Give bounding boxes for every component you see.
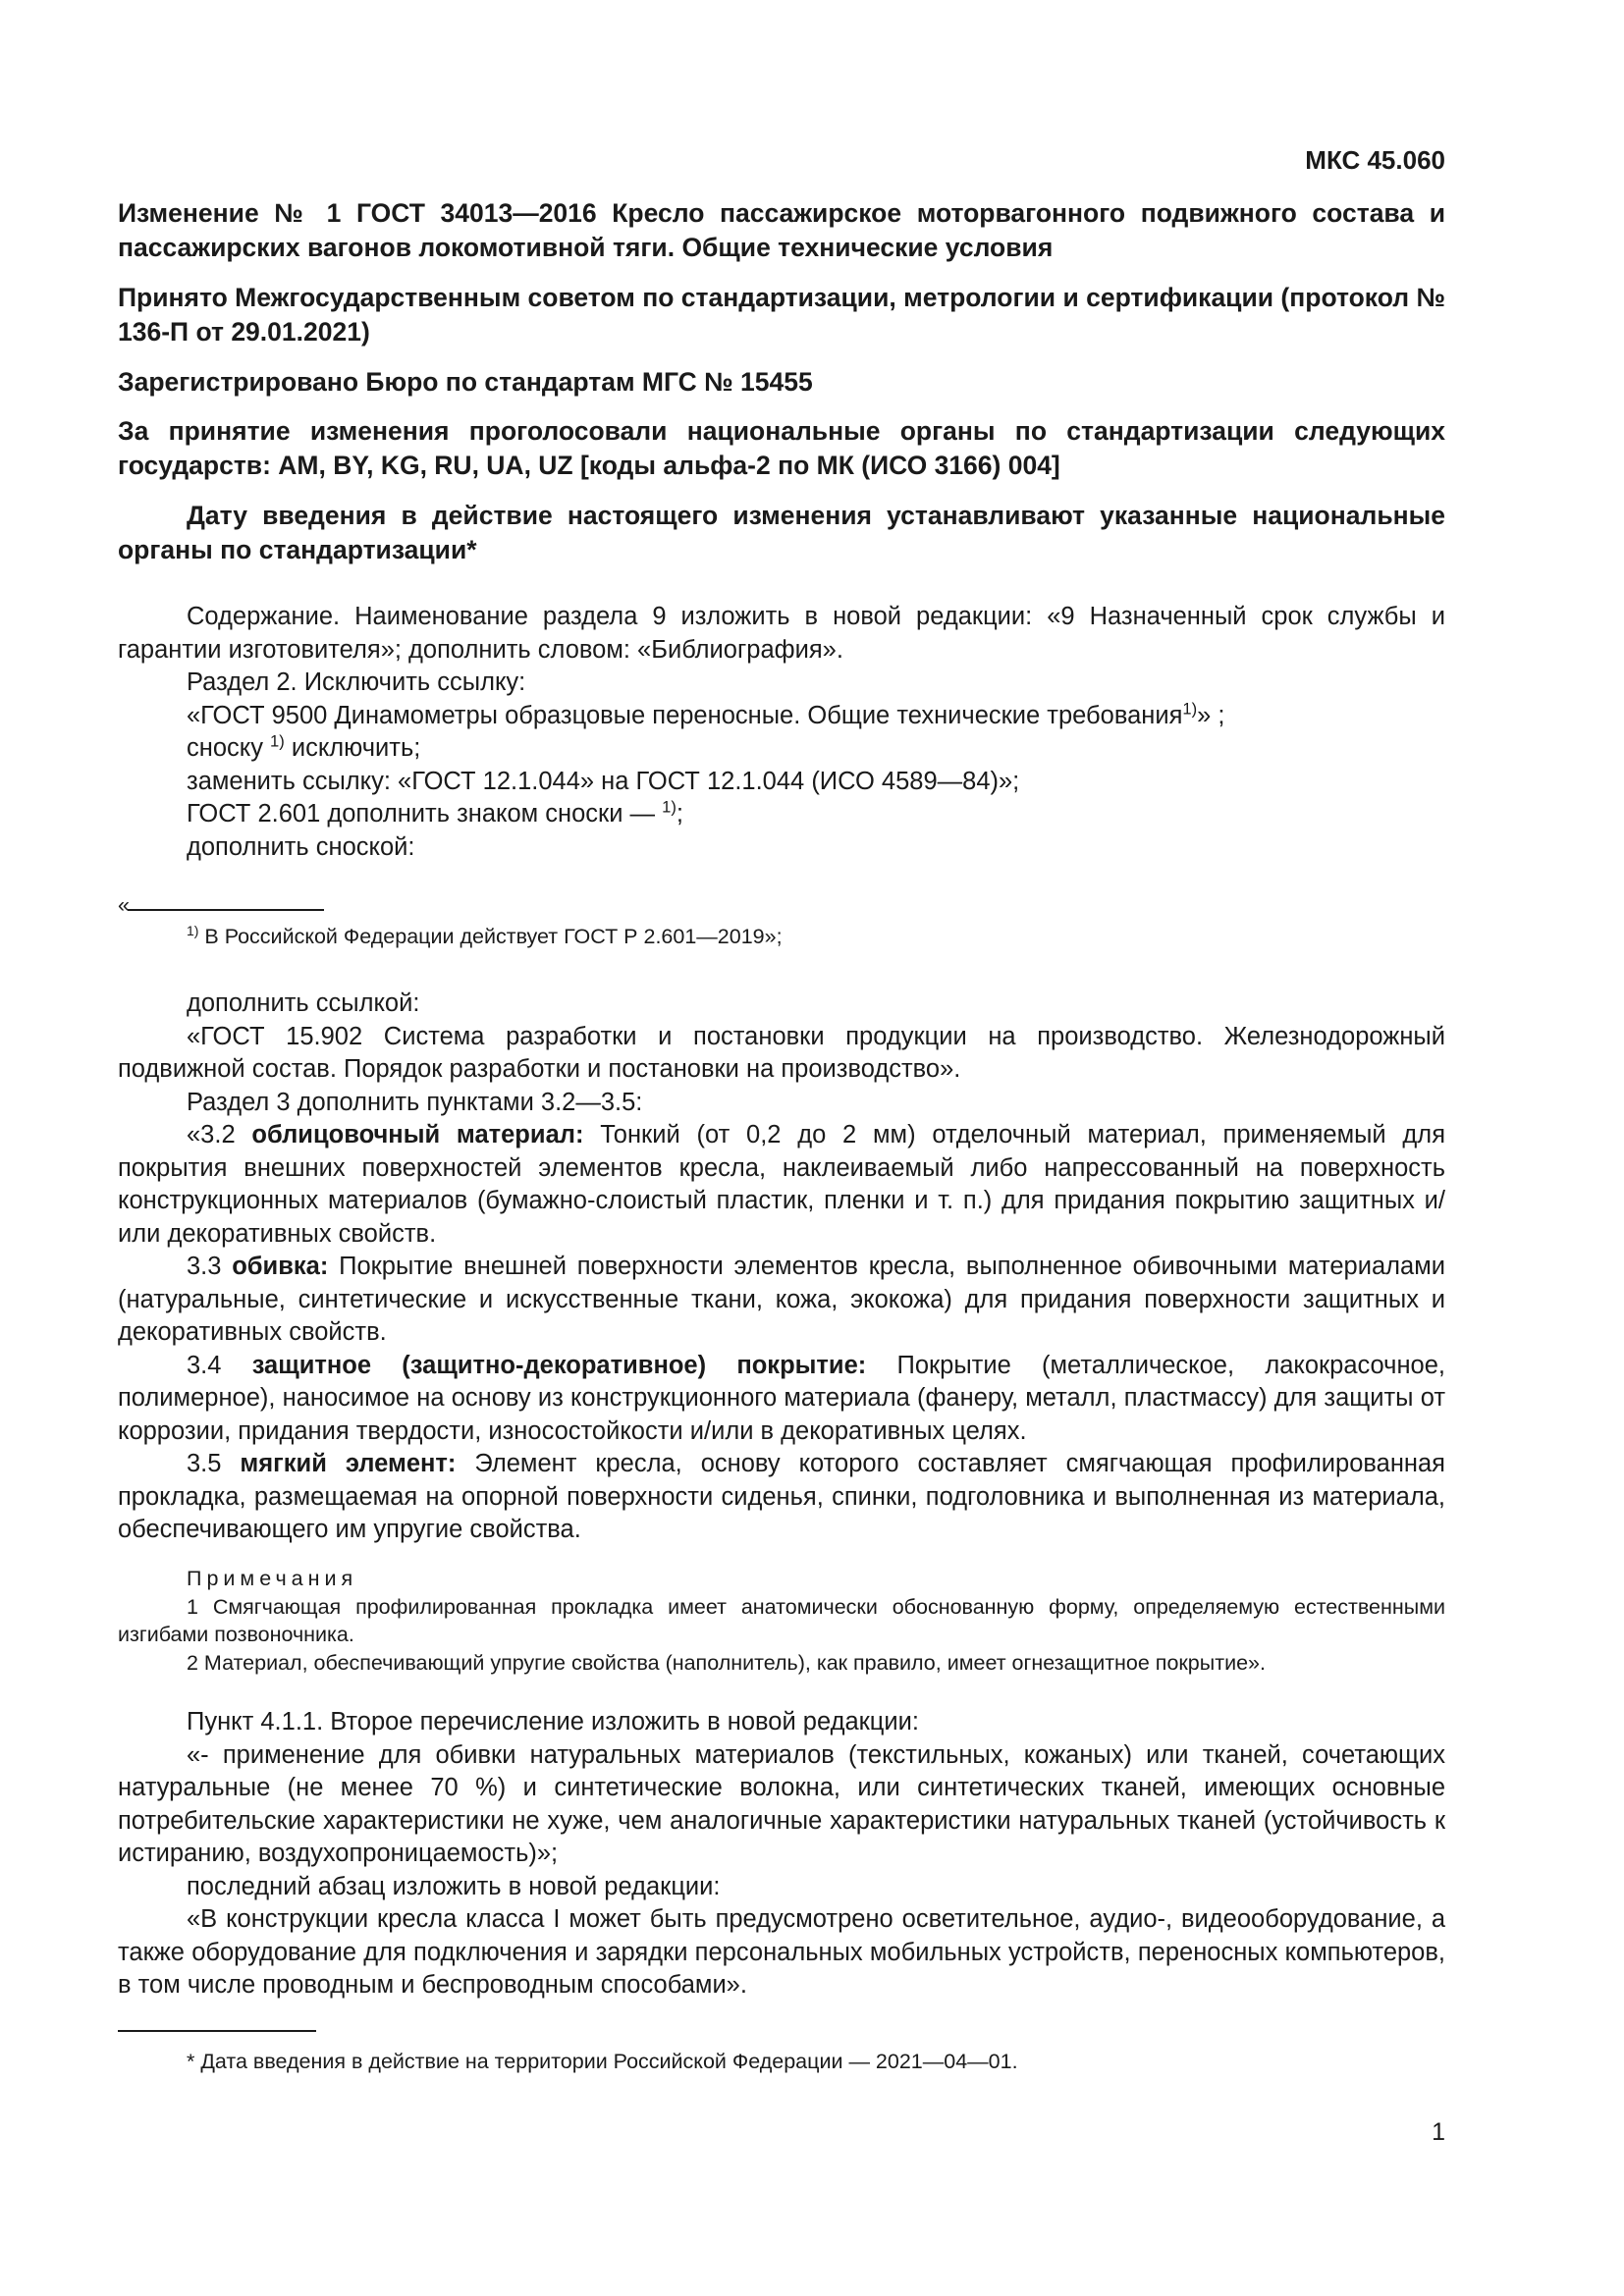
definition-text: Покрытие (металлическое, лакокрасочное, полимерное), наносимое на основу из конструкционного материала (фанеру, металл, пластмассу) для защиты от коррозии, придания твердости, износостойкости и/или в декоративных целях. [118,1351,1445,1445]
paragraph-replace-ref: заменить ссылку: «ГОСТ 12.1.044» на ГОСТ 12.1.044 (ИСО 4589—84)»; [187,767,1020,795]
definition-text: Тонкий (от 0,2 до 2 мм) отделочный материал, применяемый для покрытия внешних поверхностей элементов кресла, наклеиваемый либо напрессованный на поверхность конструкционных материалов (бумажно-слоистый пластик, пленки и т. п.) для придания покрытию защитных и/или декоративных свойств. [118,1121,1445,1248]
paragraph-contents: Содержание. Наименование раздела 9 изложить в новой редакции: «9 Назначенный срок службы и гарантии изготовителя»; дополнить словом: «Библиография». [118,603,1445,664]
voting-statement: За принятие изменения проголосовали национальные органы по стандартизации следующих государств: AM, BY, KG, RU, UA, UZ [коды альфа-2 по МК (ИСО 3166) 004] [118,416,1445,480]
paragraph-gost-9500 [118,700,1445,733]
paragraph-upholstery: «- применение для обивки натуральных материалов (текстильных, кожаных) или тканей, сочетающих натуральные (не менее 70 %) и синтетические волокна, или синтетических тканей, имеющих основные потребительские характеристики не хуже, чем аналогичные характеристики натуральных тканей (устойчивость к истиранию, воздухопроницаемость)»; [118,1740,1445,1867]
note-1: 1 Смягчающая профилированная прокладка имеет анатомически обоснованную форму, определяемую естественными изгибами позвоночника. [118,1594,1445,1646]
gost-2601-end: ; [676,800,683,828]
inserted-footnote-text: В Российской Федерации действует ГОСТ Р 2.601—2019»; [198,925,783,948]
page-footnote [118,2048,1445,2076]
page-number: 1 [1432,2118,1445,2146]
definition-3-4 [118,1350,1445,1449]
paragraph-add-ref: дополнить ссылкой: [187,989,420,1017]
body-block-1 [118,601,1445,864]
gost-2601-start: ГОСТ 2.601 дополнить знаком сноски — [187,800,663,828]
effective-date-statement: Дату введения в действие настоящего изменения устанавливают указанные национальные органы по стандартизации* [118,501,1445,564]
paragraph-section-2: Раздел 2. Исключить ссылку: [187,668,526,696]
body-block-3 [118,1706,1445,2002]
definition-text: Элемент кресла, основу которого составляет смягчающая профилированная прокладка, размещаемая на опорной поверхности сиденья, спинки, подголовника и выполненная из материала, обеспечивающего им упругие свойства. [118,1450,1445,1543]
adopted-statement: Принято Межгосударственным советом по стандартизации, метрологии и сертификации (протокол № 136-П от 29.01.2021) [118,283,1445,347]
inserted-footnote [118,923,1445,951]
definition-term: облицовочный материал: [251,1121,584,1148]
definition-term: защитное (защитно-декоративное) покрытие: [251,1351,867,1379]
paragraph-add-footnote: дополнить сноской: [187,832,415,861]
body-block-2 [118,988,1445,1547]
mks-code: МКС 45.060 [1305,145,1445,175]
notes-block [118,1565,1445,1677]
paragraph-gost-2601 [118,798,1445,831]
remove-footnote-start: сноску [187,734,271,762]
gost-9500-text: «ГОСТ 9500 Динамометры образцовые переносные. Общие технические требования [187,701,1183,729]
footnote-mark: 1) [187,922,199,938]
definition-number: 3.5 [187,1450,241,1477]
definition-number: «3.2 [187,1121,252,1148]
definition-term: мягкий элемент: [240,1450,457,1477]
definition-3-3 [118,1251,1445,1350]
paragraph-class-i: «В конструкции кресла класса I может быть предусмотрено осветительное, аудио-, видеооборудование, а также оборудование для подключения и зарядки персональных мобильных устройств, переносных компьютеров, в том числе проводным и беспроводным способами». [118,1905,1445,1999]
inserted-footnote-quote: « [118,893,130,917]
amendment-title: Изменение № 1 ГОСТ 34013—2016 Кресло пассажирское моторвагонного подвижного состава и пассажирских вагонов локомотивной тяги. Общие технические условия [118,198,1445,262]
definition-term: обивка: [232,1253,329,1280]
definition-3-2 [118,1119,1445,1251]
paragraph-remove-footnote [118,732,1445,766]
definition-text: Покрытие внешней поверхности элементов кресла, выполненное обивочными материалами (натуральные, синтетические и искусственные ткани, кожа, экокожа) для придания поверхности защитных и декоративных свойств. [118,1253,1445,1346]
page-footnote-text: * Дата введения в действие на территории Российской Федерации — 2021—04—01. [187,2050,1018,2073]
footnote-mark: 1) [662,797,677,817]
registration-statement: Зарегистрировано Бюро по стандартам МГС № 15455 [118,367,813,397]
paragraph-section-3: Раздел 3 дополнить пунктами 3.2—3.5: [187,1088,643,1116]
notes-title: Примечания [187,1567,358,1590]
inserted-footnote-rule [128,909,324,911]
remove-footnote-end: исключить; [284,734,421,762]
page-footnote-rule [118,2030,316,2032]
gost-9500-tail: » ; [1197,701,1225,729]
note-2: 2 Материал, обеспечивающий упругие свойства (наполнитель), как правило, имеет огнезащитное покрытие». [187,1650,1266,1675]
definition-number: 3.3 [187,1253,233,1280]
paragraph-4-1-1: Пункт 4.1.1. Второе перечисление изложить в новой редакции: [187,1708,919,1735]
paragraph-gost-15902: «ГОСТ 15.902 Система разработки и постановки продукции на производство. Железнодорожный подвижной состав. Порядок разработки и постановки на производство». [118,1022,1445,1083]
footnote-mark: 1) [270,731,285,751]
paragraph-last-para: последний абзац изложить в новой редакции: [187,1872,721,1900]
footnote-mark: 1) [1182,699,1198,718]
definition-number: 3.4 [187,1351,252,1379]
definition-3-5 [118,1448,1445,1547]
